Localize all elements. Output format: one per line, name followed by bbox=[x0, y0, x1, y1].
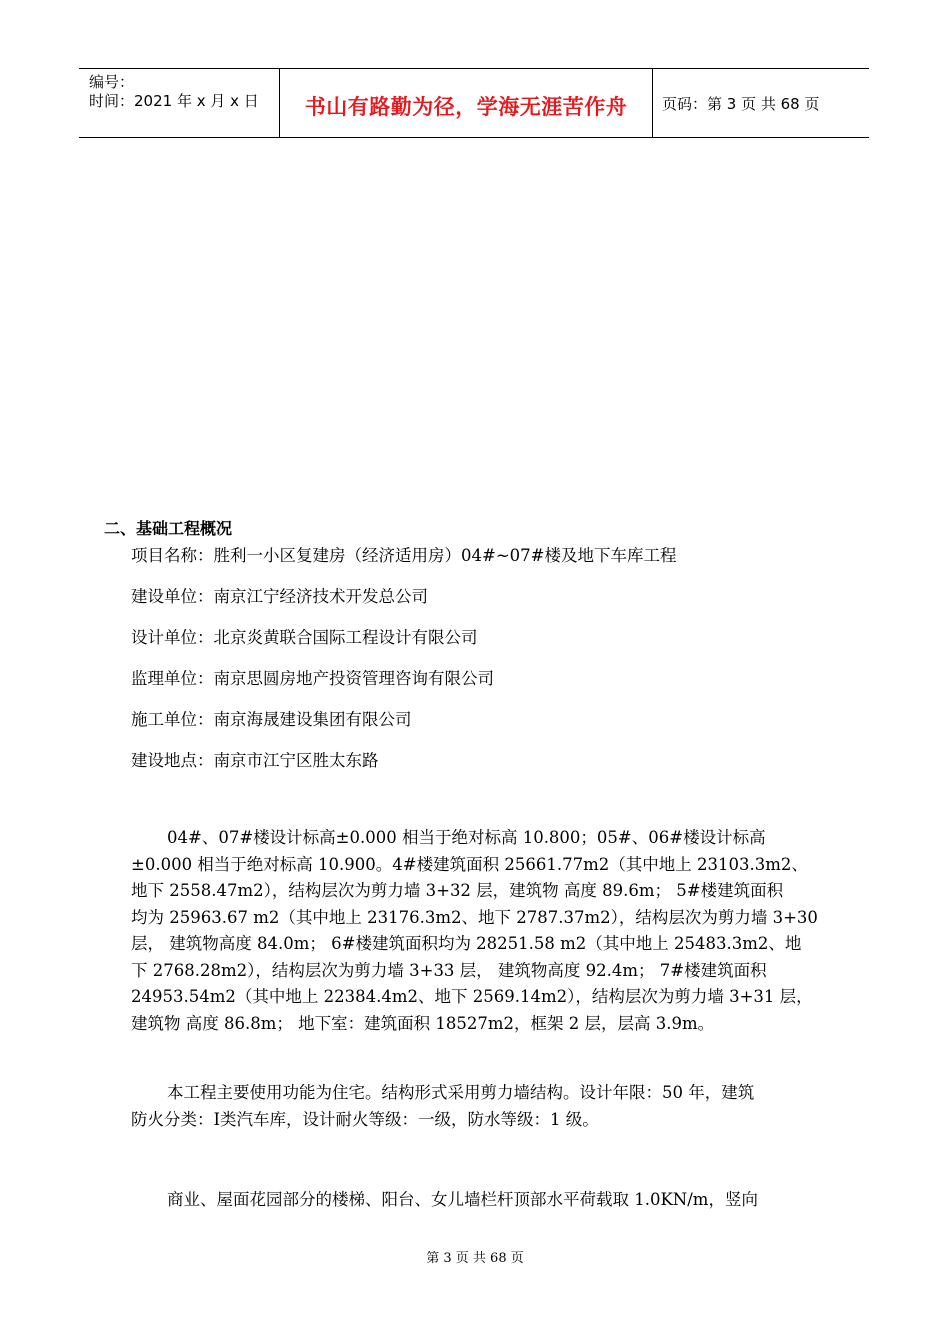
paragraph-line: 24953.54m2（其中地上 22384.4m2、地下 2569.14m2），结构层次为剪力墙 3+31 层， bbox=[131, 987, 813, 1006]
header-motto-cell bbox=[280, 69, 653, 137]
paragraph-line: 均为 25963.67 m2（其中地上 23176.3m2、地下 2787.37m2），结构层次为剪力墙 3+30 bbox=[131, 907, 818, 927]
paragraph-line: 下 2768.28m2），结构层次为剪力墙 3+33 层， 建筑物高度 92.4m； 7#楼建筑面积 bbox=[131, 960, 767, 980]
info-supervisor: 监理单位：南京思圆房地产投资管理咨询有限公司 bbox=[131, 669, 494, 688]
paragraph-function bbox=[131, 1080, 851, 1133]
paragraph-line: 04#、07#楼设计标高±0.000 相当于绝对标高 10.800；05#、06#楼设计标高 bbox=[167, 828, 766, 847]
info-contractor: 施工单位：南京海晟建设集团有限公司 bbox=[131, 710, 412, 729]
number-label: 编号： bbox=[89, 73, 135, 91]
paragraph-line: 商业、屋面花园部分的楼梯、阳台、女儿墙栏杆顶部水平荷载取 1.0KN/m，竖向 bbox=[167, 1190, 758, 1209]
paragraph-building-details bbox=[131, 825, 851, 1037]
paragraph-line: 地下 2558.47m2），结构层次为剪力墙 3+32 层，建筑物 高度 89.6m； 5#楼建筑面积 bbox=[131, 881, 784, 900]
time-label: 时间：2021 年 x 月 x 日 bbox=[89, 92, 259, 110]
page-footer: 第 3 页 共 68 页 bbox=[426, 1251, 524, 1266]
info-project-name: 项目名称：胜利一小区复建房（经济适用房）04#~07#楼及地下车库工程 bbox=[131, 546, 677, 565]
info-owner: 建设单位：南京江宁经济技术开发总公司 bbox=[131, 587, 428, 606]
paragraph-line: 本工程主要使用功能为住宅。结构形式采用剪力墙结构。设计年限：50 年，建筑 bbox=[167, 1083, 755, 1102]
section-title: 二、基础工程概况 bbox=[104, 519, 233, 538]
page-header bbox=[79, 68, 869, 138]
motto-text: 书山有路勤为径，学海无涯苦作舟 bbox=[304, 95, 628, 119]
info-designer: 设计单位：北京炎黄联合国际工程设计有限公司 bbox=[131, 628, 478, 647]
header-page-info: 页码：第 3 页 共 68 页 bbox=[662, 95, 820, 113]
header-meta-cell bbox=[79, 69, 280, 137]
paragraph-line: ±0.000 相当于绝对标高 10.900。4#楼建筑面积 25661.77m2（其中地上 23103.3m2、 bbox=[131, 854, 808, 874]
paragraph-line: 层， 建筑物高度 84.0m； 6#楼建筑面积均为 28251.58 m2（其中地上 25483.3m2、地 bbox=[131, 934, 802, 953]
paragraph-line: 防火分类：Ⅰ类汽车库，设计耐火等级：一级，防水等级：1 级。 bbox=[131, 1109, 599, 1129]
info-location: 建设地点：南京市江宁区胜太东路 bbox=[131, 751, 379, 770]
paragraph-loads bbox=[131, 1187, 851, 1214]
paragraph-line: 建筑物 高度 86.8m； 地下室：建筑面积 18527m2，框架 2 层，层高 3.9m。 bbox=[131, 1013, 715, 1033]
